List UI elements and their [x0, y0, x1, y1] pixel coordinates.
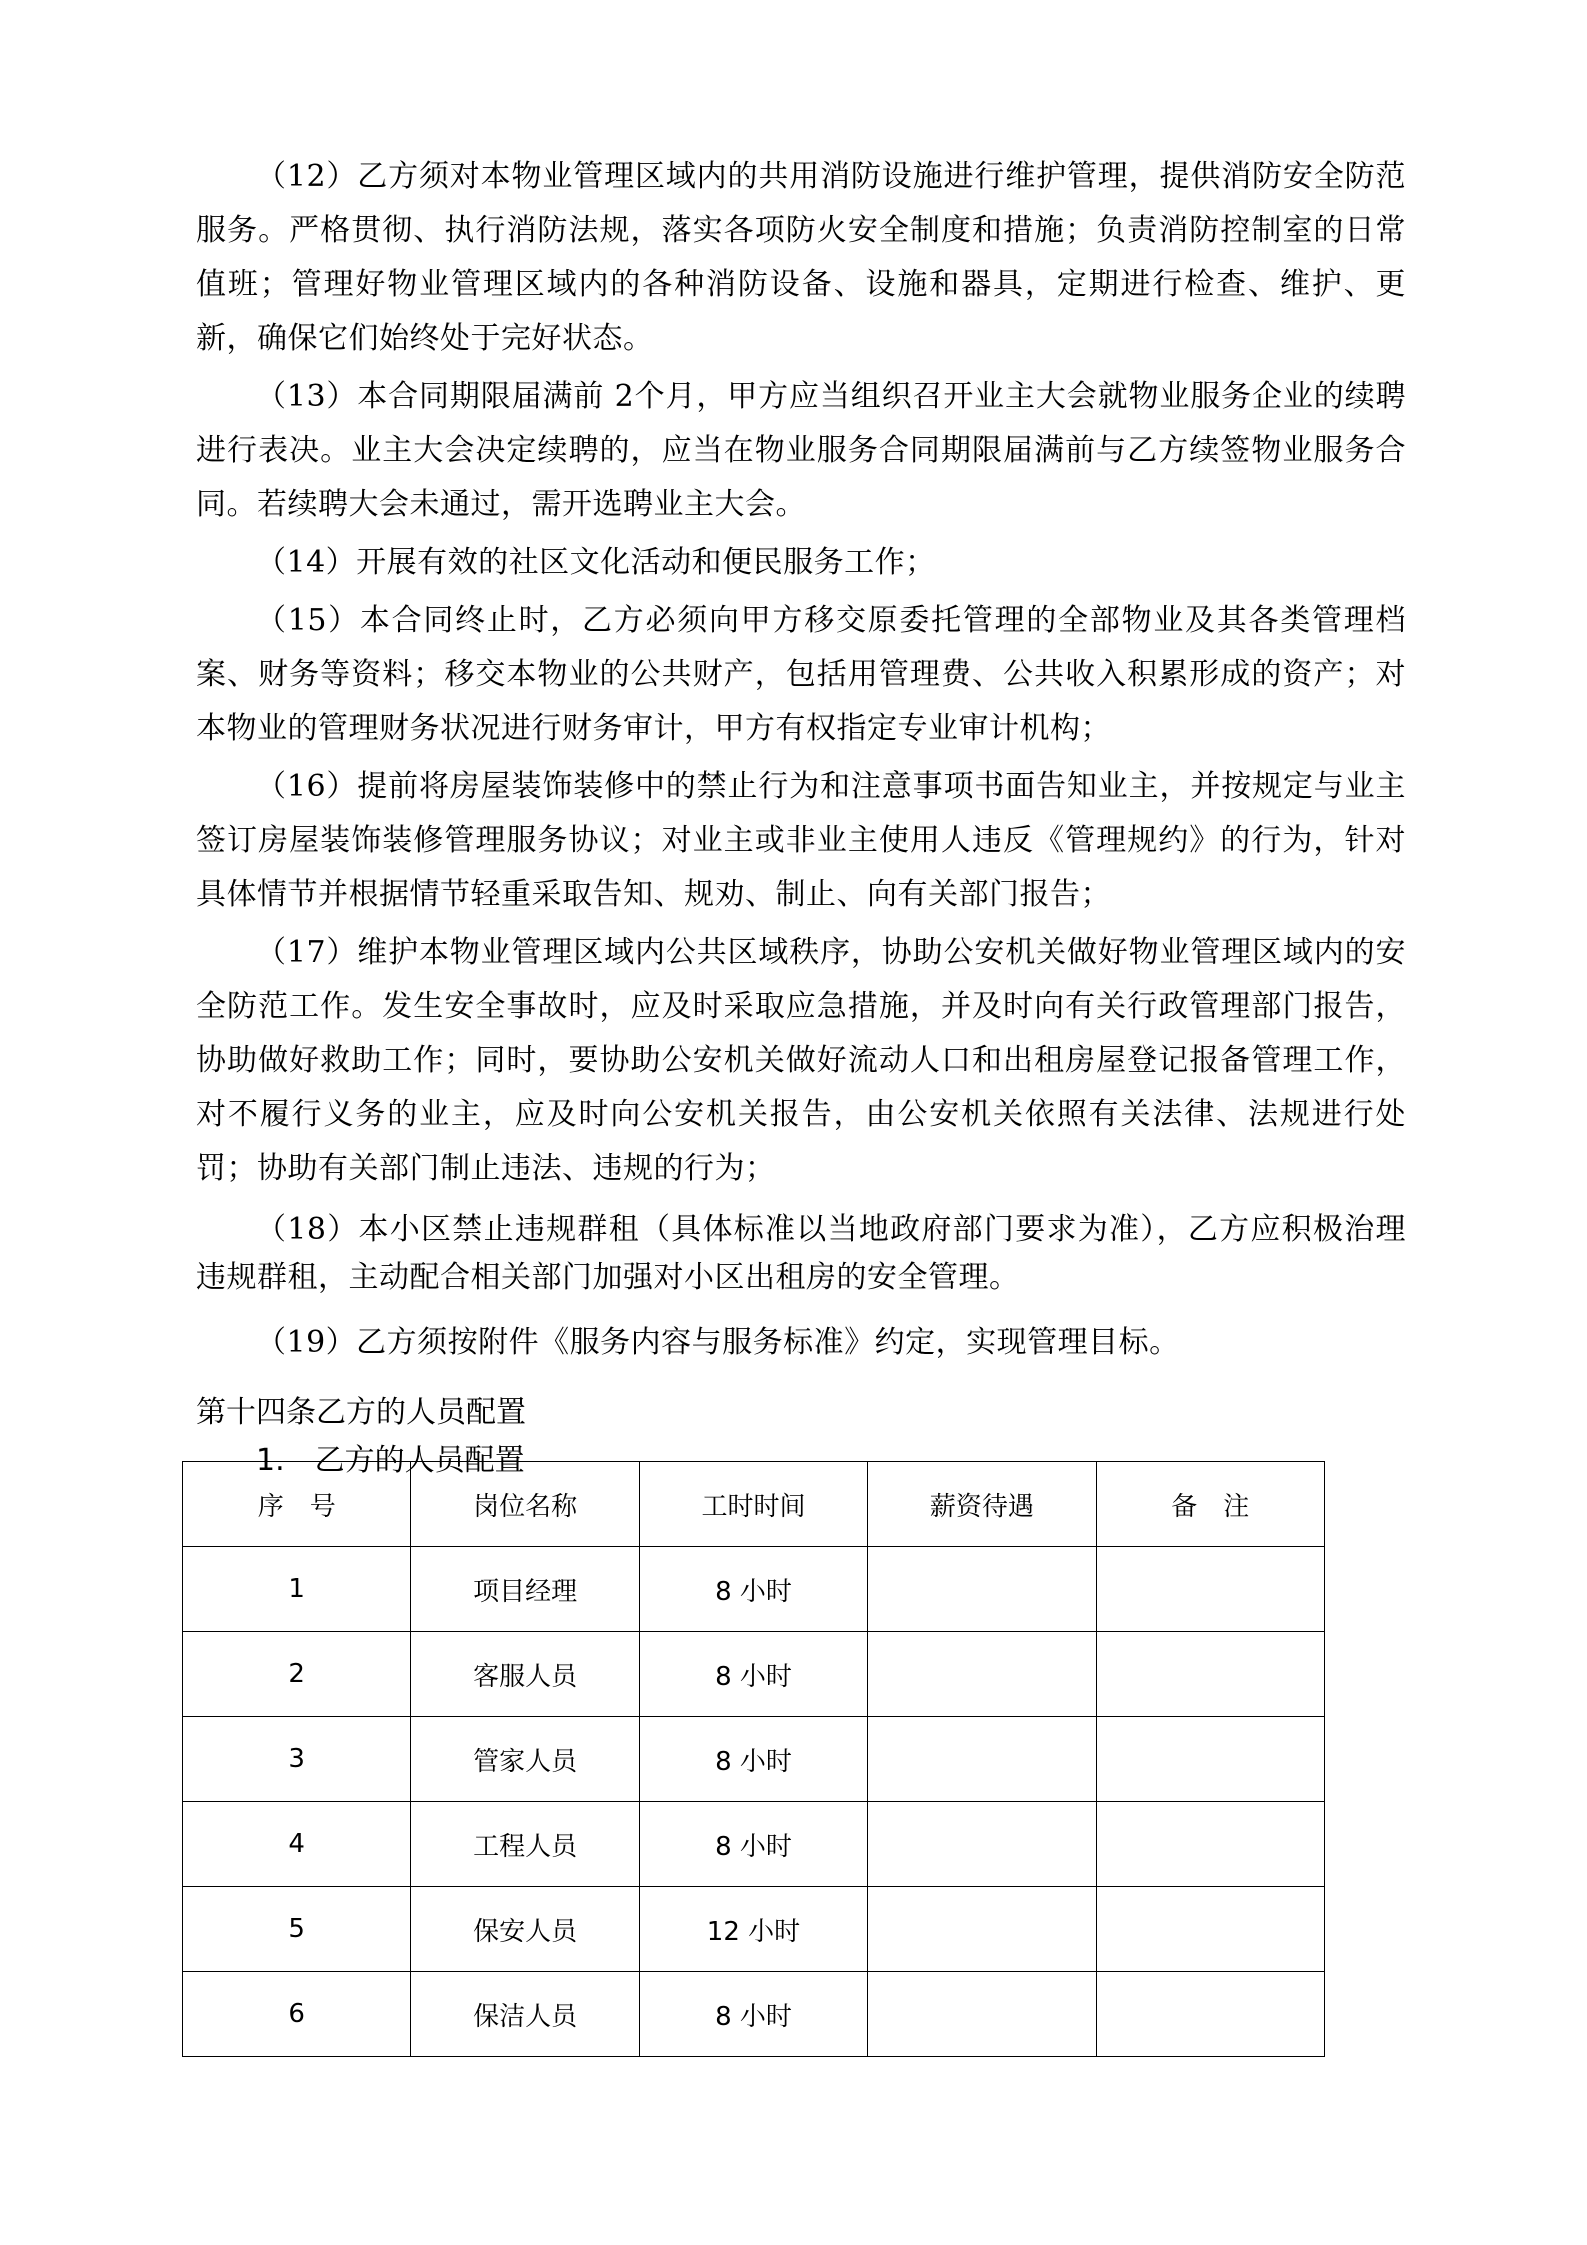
cell-position: 项目经理: [411, 1547, 639, 1632]
cell-index: 5: [183, 1887, 411, 1972]
clause-19: （19）乙方须按附件《服务内容与服务标准》约定，实现管理目标。: [256, 1325, 1180, 1360]
clause-18: （18）本小区禁止违规群租（具体标准以当地政府部门要求为准），乙方应积极治理违规群租，主动配合相关部门加强对小区出租房的安全管理。: [196, 1212, 1406, 1295]
header-remarks: 备 注: [1096, 1462, 1324, 1547]
cell-salary: [868, 1802, 1096, 1887]
header-salary: 薪资待遇: [868, 1462, 1096, 1547]
header-index: 序 号: [183, 1462, 411, 1547]
sub-heading: 1. 乙方的人员配置: [256, 1443, 525, 1478]
table-header-row: [183, 1462, 1325, 1547]
cell-remarks: [1096, 1547, 1324, 1632]
cell-index: 2: [183, 1632, 411, 1717]
clause-12: （12）乙方须对本物业管理区域内的共用消防设施进行维护管理，提供消防安全防范服务。严格贯彻、执行消防法规，落实各项防火安全制度和措施；负责消防控制室的日常值班；管理好物业管理区域内的各种消防设备、设施和器具，定期进行检查、维护、更新，确保它们始终处于完好状态。: [196, 159, 1406, 356]
cell-index: 6: [183, 1972, 411, 2057]
cell-position: 工程人员: [411, 1802, 639, 1887]
table-row: [183, 1547, 1325, 1632]
table-row: [183, 1972, 1325, 2057]
cell-remarks: [1096, 1802, 1324, 1887]
cell-index: 3: [183, 1717, 411, 1802]
clause-13: （13）本合同期限届满前 2个月，甲方应当组织召开业主大会就物业服务企业的续聘进行表决。业主大会决定续聘的，应当在物业服务合同期限届满前与乙方续签物业服务合同。若续聘大会未通过，需开选聘业主大会。: [196, 379, 1406, 522]
staff-table: [182, 1461, 1325, 2057]
cell-remarks: [1096, 1887, 1324, 1972]
cell-salary: [868, 1632, 1096, 1717]
cell-hours: 8 小时: [639, 1972, 867, 2057]
cell-index: 1: [183, 1547, 411, 1632]
cell-salary: [868, 1547, 1096, 1632]
document-body: [196, 150, 1406, 1484]
cell-index: 4: [183, 1802, 411, 1887]
clause-16: （16）提前将房屋装饰装修中的禁止行为和注意事项书面告知业主，并按规定与业主签订房屋装饰装修管理服务协议；对业主或非业主使用人违反《管理规约》的行为，针对具体情节并根据情节轻重采取告知、规劝、制止、向有关部门报告；: [196, 769, 1406, 912]
cell-hours: 8 小时: [639, 1632, 867, 1717]
cell-position: 管家人员: [411, 1717, 639, 1802]
section-heading: 第十四条乙方的人员配置: [196, 1395, 526, 1430]
clause-17: （17）维护本物业管理区域内公共区域秩序，协助公安机关做好物业管理区域内的安全防范工作。发生安全事故时，应及时采取应急措施，并及时向有关行政管理部门报告，协助做好救助工作；同时，要协助公安机关做好流动人口和出租房屋登记报备管理工作，对不履行义务的业主，应及时向公安机关报告，由公安机关依照有关法律、法规进行处罚；协助有关部门制止违法、违规的行为；: [196, 935, 1406, 1186]
cell-position: 客服人员: [411, 1632, 639, 1717]
cell-remarks: [1096, 1632, 1324, 1717]
cell-hours: 8 小时: [639, 1802, 867, 1887]
table-row: [183, 1717, 1325, 1802]
header-hours: 工时时间: [639, 1462, 867, 1547]
cell-hours: 8 小时: [639, 1547, 867, 1632]
cell-salary: [868, 1972, 1096, 2057]
table-row: [183, 1887, 1325, 1972]
cell-position: 保安人员: [411, 1887, 639, 1972]
table-row: [183, 1802, 1325, 1887]
clause-15: （15）本合同终止时，乙方必须向甲方移交原委托管理的全部物业及其各类管理档案、财务等资料；移交本物业的公共财产，包括用管理费、公共收入积累形成的资产；对本物业的管理财务状况进行财务审计，甲方有权指定专业审计机构；: [196, 603, 1406, 746]
table-row: [183, 1632, 1325, 1717]
cell-position: 保洁人员: [411, 1972, 639, 2057]
clause-14: （14）开展有效的社区文化活动和便民服务工作；: [256, 545, 936, 580]
cell-hours: 12 小时: [639, 1887, 867, 1972]
cell-salary: [868, 1887, 1096, 1972]
header-position: 岗位名称: [411, 1462, 639, 1547]
cell-salary: [868, 1717, 1096, 1802]
cell-remarks: [1096, 1972, 1324, 2057]
cell-remarks: [1096, 1717, 1324, 1802]
cell-hours: 8 小时: [639, 1717, 867, 1802]
